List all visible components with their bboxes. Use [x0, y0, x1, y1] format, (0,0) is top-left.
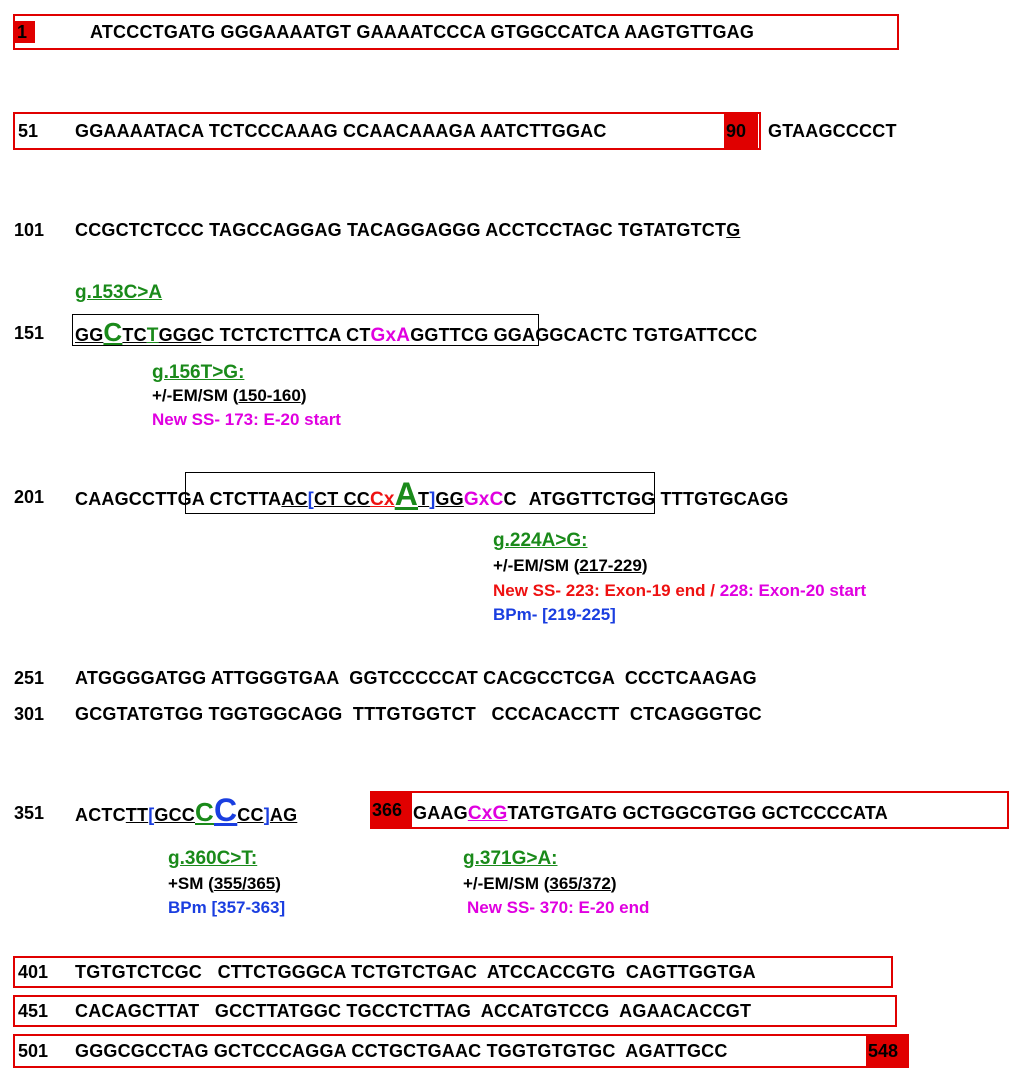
sequence-row-1: ATCCCTGATG GGGAAAATGT GAAAATCCCA GTGGCCATCA AAGTGTTGAG [90, 22, 755, 42]
row-number-101: 101 [14, 220, 45, 240]
seq-176-part: GG [410, 325, 439, 345]
mutation-label-g371: g.371G>A: [463, 848, 558, 869]
seq-160-part: C TCTCTCTTCA CT [201, 325, 371, 345]
seq-373-part: TATGTGATG GCTGGCGTGG GCTCCCCATA [507, 803, 888, 823]
row-number-51: 51 [18, 121, 39, 141]
seq-201-part: CAAGCCT [75, 489, 167, 509]
branch-point-base-361: C [213, 792, 238, 828]
sequence-row-351-exon [413, 802, 888, 825]
sequence-row-251: ATGGGGATGG ATTGGGTGAA GGTCCCCCAT CACGCCTCGA CCCTCAAGAG [75, 668, 757, 688]
splice-note-g224 [493, 580, 866, 601]
effect-g360-pre: +SM ( [168, 874, 214, 893]
seq-154-part: TC [122, 325, 147, 345]
row-number-151: 151 [14, 323, 45, 343]
branch-point-end: ] [429, 489, 436, 509]
sequence-row-101-text: CCGCTCTCCC TAGCCAGGAG TACAGGAGGG ACCTCCTAGC TGTATGTCT [75, 220, 727, 240]
mutation-label-g224: g.224A>G: [493, 530, 588, 551]
seq-364-part: AG [269, 805, 298, 825]
branch-point-end-363: ] [263, 805, 270, 825]
sequence-row-151 [75, 318, 757, 349]
effect-g360 [168, 873, 281, 894]
seq-230-part: C [503, 489, 517, 509]
branch-point-note-g224: BPm- [219-225] [493, 605, 616, 624]
effect-g371 [463, 873, 617, 894]
seq-208-part: TGA CTCTTA [166, 489, 282, 509]
sequence-row-501: GGGCGCCTAG GCTCCCAGGA CCTGCTGAAC TGGTGTGTGC AGATTGCC [75, 1041, 728, 1061]
effect-g360-range: 355/365 [213, 874, 276, 893]
row-number-401: 401 [18, 962, 49, 982]
seq-151-part: GG [75, 325, 104, 345]
mutation-label-g153: g.153C>A [75, 282, 163, 303]
splice-site-370: CxG [467, 803, 508, 824]
sequence-row-201 [75, 476, 789, 517]
effect-g224-range: 217-229 [579, 556, 642, 575]
sequence-row-101 [75, 219, 740, 241]
seq-355-part: TT [125, 805, 149, 825]
seq-219-part: CT CC [314, 489, 370, 509]
row-number-451: 451 [18, 1001, 49, 1021]
position-marker-1: 1 [15, 21, 35, 43]
sequence-row-51-intron: GTAAGCCCCT [768, 121, 897, 141]
position-marker-548: 548 [866, 1036, 907, 1066]
sequence-row-401: TGTGTCTCGC CTTCTGGGCA TCTGTCTGAC ATCCACCGTG CAGTTGGTGA [75, 962, 756, 982]
row-number-201: 201 [14, 487, 45, 507]
sequence-row-51: GGAAAATACA TCTCCCAAAG CCAACAAAGA AATCTTGGAC [75, 121, 607, 141]
seq-362-part: CC [237, 805, 264, 825]
splice-site-223: Cx [370, 489, 395, 510]
row-number-501: 501 [18, 1041, 49, 1061]
mutated-base-153: C [103, 317, 123, 347]
row-number-301: 301 [14, 704, 45, 724]
branch-point-start: [ [307, 489, 314, 509]
position-marker-366: 366 [370, 791, 412, 829]
sequence-row-301: GCGTATGTGG TGGTGGCAGG TTTGTGGTCT CCCACACCTT CTCAGGGTGC [75, 704, 762, 724]
seq-351-part: ACTC [75, 805, 126, 825]
row-number-251: 251 [14, 668, 45, 688]
mutated-base-360: C [195, 797, 214, 827]
effect-g224-post: ) [641, 556, 648, 575]
underlined-base-150: G [726, 220, 741, 240]
effect-g360-post: ) [275, 874, 281, 893]
seq-157-part: GGG [158, 325, 202, 345]
effect-g156-post: ) [300, 386, 307, 405]
effect-g371-post: ) [610, 874, 617, 893]
seq-225-part: T [418, 489, 430, 509]
mutation-label-g156: g.156T>G: [152, 362, 245, 383]
effect-g156-pre: +/-EM/SM ( [152, 386, 239, 405]
mutation-label-g360: g.360C>T: [168, 848, 258, 869]
branch-point-start-357: [ [148, 805, 155, 825]
splice-site-173: GxA [370, 325, 411, 346]
row-number-351: 351 [14, 803, 45, 823]
mutated-base-224: A [394, 476, 419, 512]
seq-178-part: TTCG GGAGGCACTC TGTGATTCCC [438, 325, 758, 345]
position-marker-90: 90 [724, 114, 758, 148]
effect-g371-pre: +/-EM/SM ( [463, 874, 550, 893]
effect-g156-range: 150-160 [238, 386, 301, 405]
sequence-row-451: CACAGCTTAT GCCTTATGGC TGCCTCTTAG ACCATGTCCG AGAACACCGT [75, 1001, 752, 1021]
mutated-base-156: T [146, 325, 159, 346]
splice-note-g224-exon19: New SS- 223: Exon-19 end / [493, 581, 720, 600]
effect-g371-range: 365/372 [549, 874, 611, 893]
effect-g224-pre: +/-EM/SM ( [493, 556, 580, 575]
splice-note-g156: New SS- 173: E-20 start [152, 410, 341, 429]
splice-note-g224-exon20: 228: Exon-20 start [719, 581, 867, 600]
seq-226-part: GG [435, 489, 464, 509]
sequence-row-351 [75, 793, 297, 832]
branch-point-note-g360: BPm [357-363] [168, 898, 286, 917]
effect-g224 [493, 555, 647, 576]
splice-site-228: GxC [463, 489, 504, 510]
seq-366-part: GAAG [413, 803, 468, 823]
effect-g156 [152, 385, 306, 406]
seq-217-part: AC [281, 489, 308, 509]
splice-note-g371: New SS- 370: E-20 end [467, 898, 650, 917]
seq-357-part: GCC [154, 805, 195, 825]
seq-231-part: ATGGTTCTGG TTTGTGCAGG [528, 489, 789, 509]
